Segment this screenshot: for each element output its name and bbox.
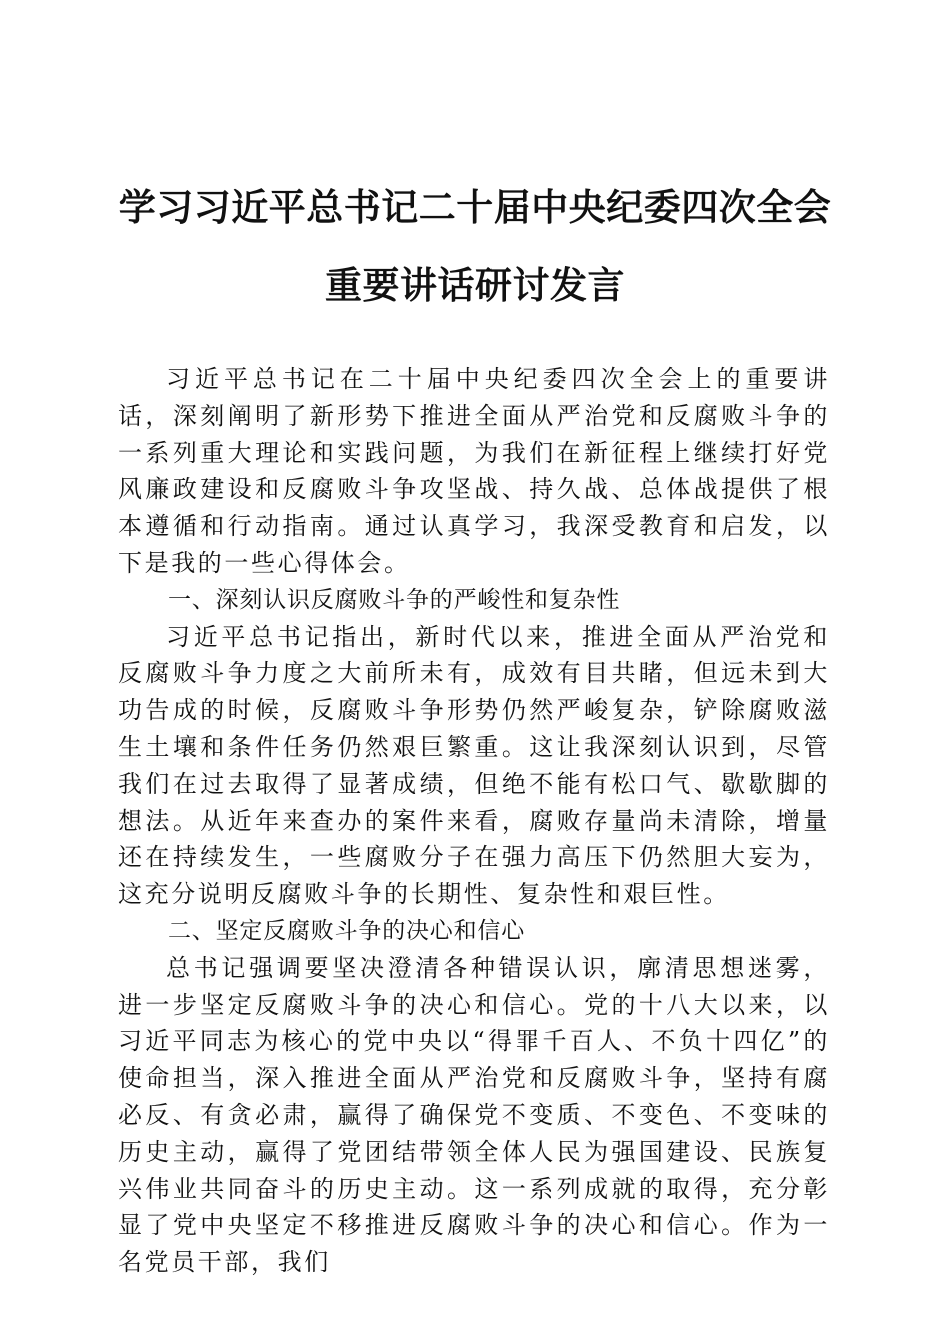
- section-1-paragraph: 习近平总书记指出，新时代以来，推进全面从严治党和反腐败斗争力度之大前所未有，成效有目共睹，但远未到大功告成的时候，反腐败斗争形势仍然严峻复杂，铲除腐败滋生土壤和条件任务仍然艰巨繁重。这让我深刻认识到，尽管我们在过去取得了显著成绩，但绝不能有松口气、歇歇脚的想法。从近年来查办的案件来看，腐败存量尚未清除，增量还在持续发生，一些腐败分子在强力高压下仍然胆大妄为，这充分说明反腐败斗争的长期性、复杂性和艰巨性。: [118, 622, 830, 909]
- section-2-heading: 二、坚定反腐败斗争的决心和信心: [168, 917, 525, 944]
- document-title: 学习习近平总书记二十届中央纪委四次全会重要讲话研讨发言: [118, 185, 832, 307]
- section-2-paragraph: 总书记强调要坚决澄清各种错误认识，廓清思想迷雾，进一步坚定反腐败斗争的决心和信心。党的十八大以来，以习近平同志为核心的党中央以“得罪千百人、不负十四亿”的使命担当，深入推进全面从严治党和反腐败斗争，坚持有腐必反、有贪必肃，赢得了确保党不变质、不变色、不变味的历史主动，赢得了党团结带领全体人民为强国建设、民族复兴伟业共同奋斗的历史主动。这一系列成就的取得，充分彰显了党中央坚定不移推进反腐败斗争的决心和信心。作为一名党员干部，我们: [118, 953, 830, 1277]
- document-body: [118, 361, 830, 1281]
- intro-paragraph: 习近平总书记在二十届中央纪委四次全会上的重要讲话，深刻阐明了新形势下推进全面从严治党和反腐败斗争的一系列重大理论和实践问题，为我们在新征程上继续打好党风廉政建设和反腐败斗争攻坚战、持久战、总体战提供了根本遵循和行动指南。通过认真学习，我深受教育和启发，以下是我的一些心得体会。: [118, 365, 830, 577]
- section-1-heading: 一、深刻认识反腐败斗争的严峻性和复杂性: [168, 586, 621, 613]
